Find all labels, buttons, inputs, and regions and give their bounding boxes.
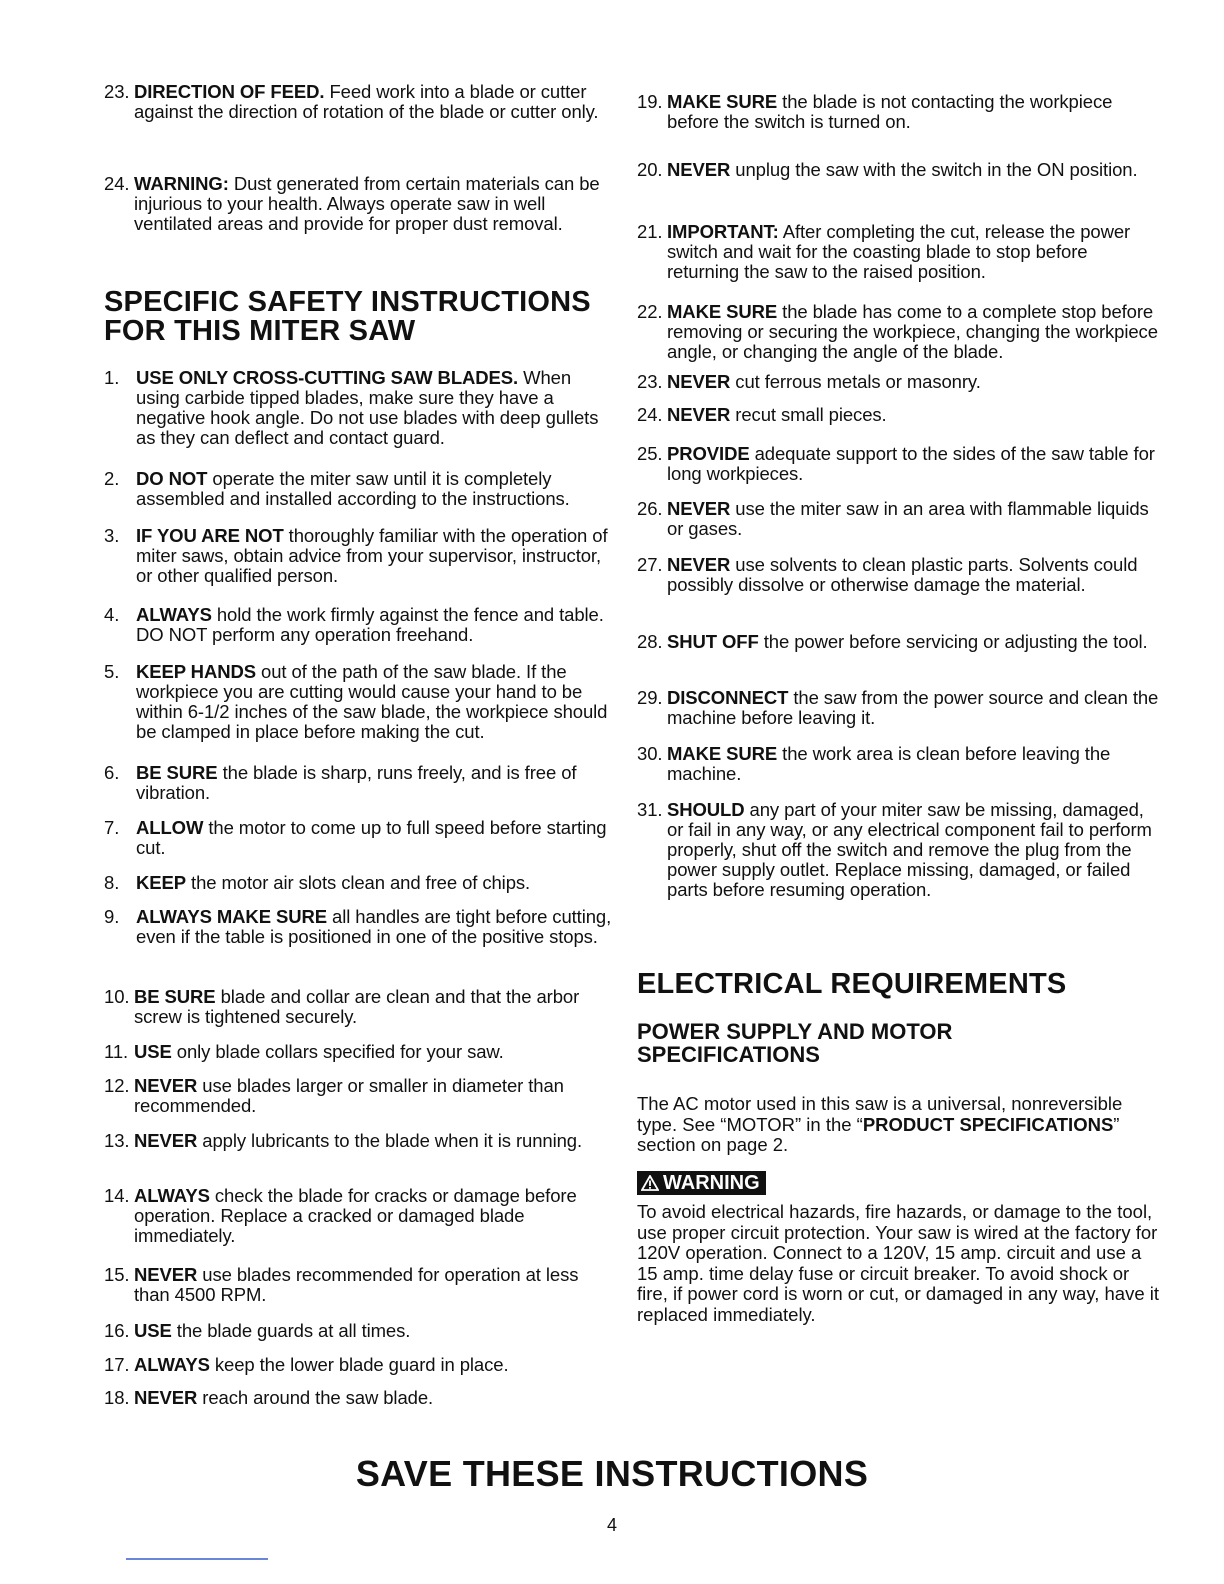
specific-item-3 xyxy=(104,526,619,586)
specific-item-5 xyxy=(104,662,619,742)
subheading-line: SPECIFICATIONS xyxy=(637,1042,820,1067)
item-number: 19. xyxy=(637,91,663,112)
specific-item-13 xyxy=(104,1131,619,1151)
item-number: 6. xyxy=(104,762,120,783)
item-number: 25. xyxy=(637,443,663,464)
item-lead: MAKE SURE xyxy=(667,743,778,764)
warning-triangle-icon xyxy=(641,1175,659,1191)
item-lead: MAKE SURE xyxy=(667,301,778,322)
item-text: only blade collars specified for your saw. xyxy=(171,1041,504,1062)
specific-item-10 xyxy=(104,987,619,1027)
item-lead: SHOULD xyxy=(667,799,745,820)
specific-item-27 xyxy=(637,555,1162,595)
specific-item-15 xyxy=(104,1265,619,1305)
item-text: check the blade for cracks or damage before operation. Replace a cracked or damaged blade immediately. xyxy=(134,1185,577,1246)
specific-item-21 xyxy=(637,222,1162,282)
item-number: 2. xyxy=(104,468,120,489)
item-number: 12. xyxy=(104,1075,130,1096)
specific-item-7 xyxy=(104,818,619,858)
warning-text: To avoid electrical hazards, fire hazards, or damage to the tool, use proper circuit protection. Your saw is wired at the factory for 120V operation. Connect to a 120V, 15 amp. circuit and use a 15 amp. time delay fuse or circuit breaker. To avoid shock or fire, if power cord is worn or cut, or damaged in any way, have it replaced immediately. xyxy=(637,1201,1160,1325)
item-lead: ALWAYS xyxy=(134,1185,210,1206)
item-number: 16. xyxy=(104,1320,130,1341)
subheading-line: POWER SUPPLY AND MOTOR xyxy=(637,1019,953,1044)
item-number: 26. xyxy=(637,498,663,519)
specific-item-2 xyxy=(104,469,619,509)
item-text: the saw from the power source and clean the machine before leaving it. xyxy=(667,687,1159,728)
item-number: 13. xyxy=(104,1130,130,1151)
item-number: 11. xyxy=(104,1041,129,1062)
item-lead: NEVER xyxy=(667,159,731,180)
item-text: thoroughly familiar with the operation of miter saws, obtain advice from your supervisor, instructor, or other qualified person. xyxy=(136,525,608,586)
item-text: the power before servicing or adjusting the tool. xyxy=(758,631,1148,652)
item-text: hold the work firmly against the fence and table. DO NOT perform any operation freehand. xyxy=(136,604,604,645)
heading-line: FOR THIS MITER SAW xyxy=(104,315,416,347)
save-these-instructions: SAVE THESE INSTRUCTIONS xyxy=(355,1453,869,1494)
bottom-divider xyxy=(126,1558,268,1560)
specific-item-30 xyxy=(637,744,1162,784)
specific-item-26 xyxy=(637,499,1162,539)
item-number: 23. xyxy=(104,81,130,102)
item-text: cut ferrous metals or masonry. xyxy=(730,371,981,392)
item-lead: KEEP HANDS xyxy=(136,661,256,682)
item-text: use the miter saw in an area with flammable liquids or gases. xyxy=(667,498,1149,539)
item-number: 27. xyxy=(637,554,663,575)
item-number: 9. xyxy=(104,906,120,927)
item-lead: ALWAYS xyxy=(134,1354,210,1375)
specific-item-18 xyxy=(104,1388,619,1408)
item-number: 8. xyxy=(104,872,120,893)
specific-item-23 xyxy=(637,372,1162,392)
item-lead: ALWAYS MAKE SURE xyxy=(136,906,327,927)
item-text: use blades larger or smaller in diameter than recommended. xyxy=(134,1075,564,1116)
item-text: the blade is sharp, runs freely, and is free of vibration. xyxy=(136,762,577,803)
item-text: the blade has come to a complete stop before removing or securing the workpiece, changing the workpiece angle, or changing the angle of the blade. xyxy=(667,301,1158,362)
item-lead: KEEP xyxy=(136,872,186,893)
item-lead: ALWAYS xyxy=(136,604,212,625)
specific-item-19 xyxy=(637,92,1162,132)
item-lead: USE xyxy=(134,1320,172,1341)
item-lead: NEVER xyxy=(134,1130,198,1151)
motor-description xyxy=(637,1094,1162,1156)
item-number: 15. xyxy=(104,1264,130,1285)
item-number: 28. xyxy=(637,631,663,652)
item-number: 5. xyxy=(104,661,120,682)
item-lead: USE ONLY CROSS-CUTTING SAW BLADES. xyxy=(136,367,519,388)
item-lead: NEVER xyxy=(667,371,731,392)
item-lead: MAKE SURE xyxy=(667,91,778,112)
item-text: adequate support to the sides of the saw table for long workpieces. xyxy=(667,443,1155,484)
item-number: 29. xyxy=(637,687,663,708)
specific-item-24 xyxy=(637,405,1162,425)
general-item-24 xyxy=(104,174,619,234)
item-text: out of the path of the saw blade. If the workpiece you are cutting would cause your hand to be within 6-1/2 inches of the saw blade, the workpiece should be clamped in place before making the cut. xyxy=(136,661,608,742)
item-number: 31. xyxy=(637,799,663,820)
item-number: 24. xyxy=(104,173,130,194)
item-lead: USE xyxy=(134,1041,172,1062)
item-text: reach around the saw blade. xyxy=(197,1387,434,1408)
item-lead: NEVER xyxy=(667,498,731,519)
item-text: keep the lower blade guard in place. xyxy=(209,1354,509,1375)
item-number: 21. xyxy=(637,221,663,242)
item-number: 30. xyxy=(637,743,663,764)
specific-item-17 xyxy=(104,1355,619,1375)
warning-label-text: WARNING xyxy=(663,1172,760,1194)
specific-item-25 xyxy=(637,444,1162,484)
specific-item-14 xyxy=(104,1186,619,1246)
item-lead: DO NOT xyxy=(136,468,208,489)
item-text: use solvents to clean plastic parts. Solvents could possibly dissolve or otherwise damage the material. xyxy=(667,554,1138,595)
item-number: 1. xyxy=(104,367,120,388)
item-text: apply lubricants to the blade when it is running. xyxy=(197,1130,583,1151)
item-text: the motor to come up to full speed before starting cut. xyxy=(136,817,607,858)
specific-item-29 xyxy=(637,688,1162,728)
item-lead: PROVIDE xyxy=(667,443,750,464)
product-specifications-ref: PRODUCT SPECIFICATIONS xyxy=(862,1113,1114,1135)
item-lead: SHUT OFF xyxy=(667,631,759,652)
item-text: Feed work into a blade or cutter against the direction of rotation of the blade or cutter only. xyxy=(134,81,599,122)
item-text: operate the miter saw until it is completely assembled and installed according to the instructions. xyxy=(136,468,570,509)
item-number: 10. xyxy=(104,986,130,1007)
specific-item-31 xyxy=(637,800,1162,900)
item-text: When using carbide tipped blades, make sure they have a negative hook angle. Do not use blades with deep gullets as they can deflect and contact guard. xyxy=(136,367,599,448)
item-lead: NEVER xyxy=(134,1264,198,1285)
item-text: the blade is not contacting the workpiece before the switch is turned on. xyxy=(667,91,1113,132)
item-number: 20. xyxy=(637,159,663,180)
item-lead: DISCONNECT xyxy=(667,687,789,708)
item-number: 17. xyxy=(104,1354,130,1375)
specific-item-9 xyxy=(104,907,619,947)
specific-item-8 xyxy=(104,873,619,893)
item-number: 23. xyxy=(637,371,663,392)
heading-line: SPECIFIC SAFETY INSTRUCTIONS xyxy=(104,286,591,318)
item-lead: IF YOU ARE NOT xyxy=(136,525,284,546)
specific-item-28 xyxy=(637,632,1162,652)
item-number: 4. xyxy=(104,604,120,625)
item-text: Dust generated from certain materials can be injurious to your health. Always operate saw in well ventilated areas and provide for proper dust removal. xyxy=(134,173,600,234)
item-lead: NEVER xyxy=(134,1387,198,1408)
item-text: recut small pieces. xyxy=(730,404,887,425)
item-text: After completing the cut, release the power switch and wait for the coasting blade to stop before returning the saw to the raised position. xyxy=(667,221,1131,282)
electrical-requirements-heading: ELECTRICAL REQUIREMENTS xyxy=(637,968,1067,1000)
item-text: use blades recommended for operation at less than 4500 RPM. xyxy=(134,1264,579,1305)
item-lead: BE SURE xyxy=(136,762,218,783)
specific-item-4 xyxy=(104,605,619,645)
power-supply-subheading xyxy=(637,1020,1162,1066)
motor-text-a: The AC motor used in this saw is a universal, nonreversible type. See “MOTOR” in the “ xyxy=(637,1093,1123,1135)
item-lead: NEVER xyxy=(134,1075,198,1096)
item-number: 24. xyxy=(637,404,663,425)
general-item-23 xyxy=(104,82,619,122)
motor-text-b: ” section on page 2. xyxy=(637,1113,1120,1155)
item-text: the motor air slots clean and free of chips. xyxy=(185,872,531,893)
item-lead: DIRECTION OF FEED. xyxy=(134,81,325,102)
item-text: any part of your miter saw be missing, damaged, or fail in any way, or any electrical component fail to perform properly, shut off the switch and remove the plug from the power supply outlet. Replace missing, damaged, or failed parts before resuming operation. xyxy=(667,799,1152,900)
item-lead: IMPORTANT: xyxy=(667,221,779,242)
specific-item-22 xyxy=(637,302,1162,362)
warning-badge xyxy=(637,1171,766,1195)
specific-item-11 xyxy=(104,1042,619,1062)
page-number: 4 xyxy=(606,1515,617,1535)
specific-item-12 xyxy=(104,1076,619,1116)
item-number: 7. xyxy=(104,817,120,838)
item-lead: NEVER xyxy=(667,554,731,575)
specific-item-16 xyxy=(104,1321,619,1341)
item-number: 22. xyxy=(637,301,663,322)
specific-item-1 xyxy=(104,368,619,448)
item-text: the blade guards at all times. xyxy=(171,1320,411,1341)
item-number: 18. xyxy=(104,1387,130,1408)
item-text: blade and collar are clean and that the arbor screw is tightened securely. xyxy=(134,986,580,1027)
specific-safety-heading xyxy=(104,288,619,346)
item-text: the work area is clean before leaving the machine. xyxy=(667,743,1111,784)
item-text: unplug the saw with the switch in the ON position. xyxy=(730,159,1138,180)
item-lead: NEVER xyxy=(667,404,731,425)
item-text: all handles are tight before cutting, even if the table is positioned in one of the positive stops. xyxy=(136,906,612,947)
specific-item-6 xyxy=(104,763,619,803)
item-number: 3. xyxy=(104,525,120,546)
specific-item-20 xyxy=(637,160,1162,180)
item-number: 14. xyxy=(104,1185,130,1206)
item-lead: BE SURE xyxy=(134,986,216,1007)
item-lead: WARNING: xyxy=(134,173,229,194)
item-lead: ALLOW xyxy=(136,817,204,838)
